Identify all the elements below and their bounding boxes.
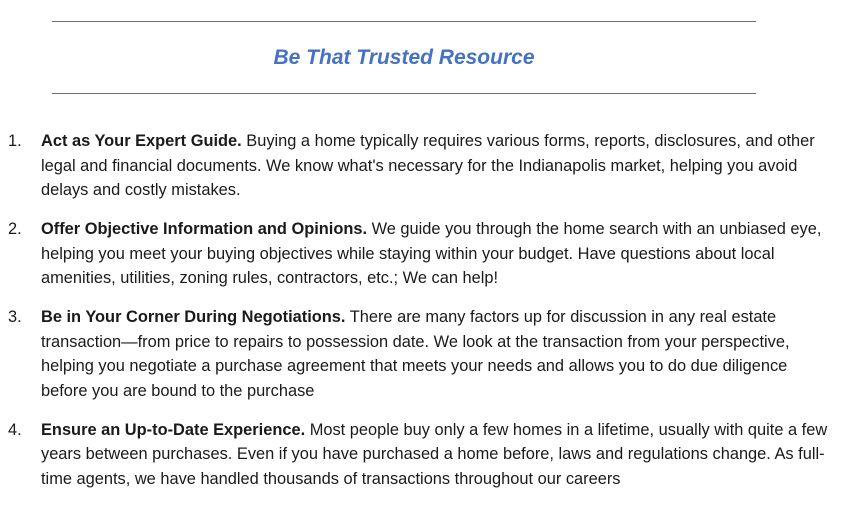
numbered-list — [0, 129, 833, 506]
list-item-body: Most people buy only a few homes in a lifetime, usually with quite a few years between purchases. Even if you have purchased a home before, laws and regulations change. As full-time agents, we have handled thousands of transactions throughout our careers — [41, 420, 828, 488]
list-item-number: 2. — [8, 220, 22, 238]
list-item-lead: Act as Your Expert Guide. — [41, 132, 242, 150]
list-item-body: Buying a home typically requires various forms, reports, disclosures, and other legal and financial documents. We know what's necessary for the Indianapolis market, helping you avoid delays and costly mistakes. — [41, 132, 815, 199]
list-item-number: 4. — [8, 420, 22, 439]
list-item-body: There are many factors up for discussion in any real estate transaction—from price to repairs to possession date. We look at the transaction from your perspective, helping you negotiate a purchase agreement that meets your needs and allows you to do due diligence before you are bound to the purchase — [41, 308, 790, 400]
list-item-lead: Offer Objective Information and Opinions. — [41, 220, 368, 238]
list-item-number: 3. — [8, 308, 22, 326]
list-item — [0, 305, 833, 403]
list-item-lead: Ensure an Up-to-Date Experience. — [41, 420, 306, 439]
list-item-lead: Be in Your Corner During Negotiations. — [41, 308, 346, 326]
page-title: Be That Trusted Resource — [273, 46, 535, 69]
title-bottom-rule — [52, 93, 756, 94]
list-item-number: 1. — [8, 132, 22, 150]
list-item — [0, 418, 833, 492]
list-item — [0, 217, 833, 291]
list-item-body: We guide you through the home search with an unbiased eye, helping you meet your buying objectives while staying within your budget. Have questions about local amenities, utilities, zoning rules, contractors, etc.; We can help! — [41, 220, 822, 287]
list-item — [0, 129, 833, 203]
title-top-rule — [52, 21, 756, 22]
